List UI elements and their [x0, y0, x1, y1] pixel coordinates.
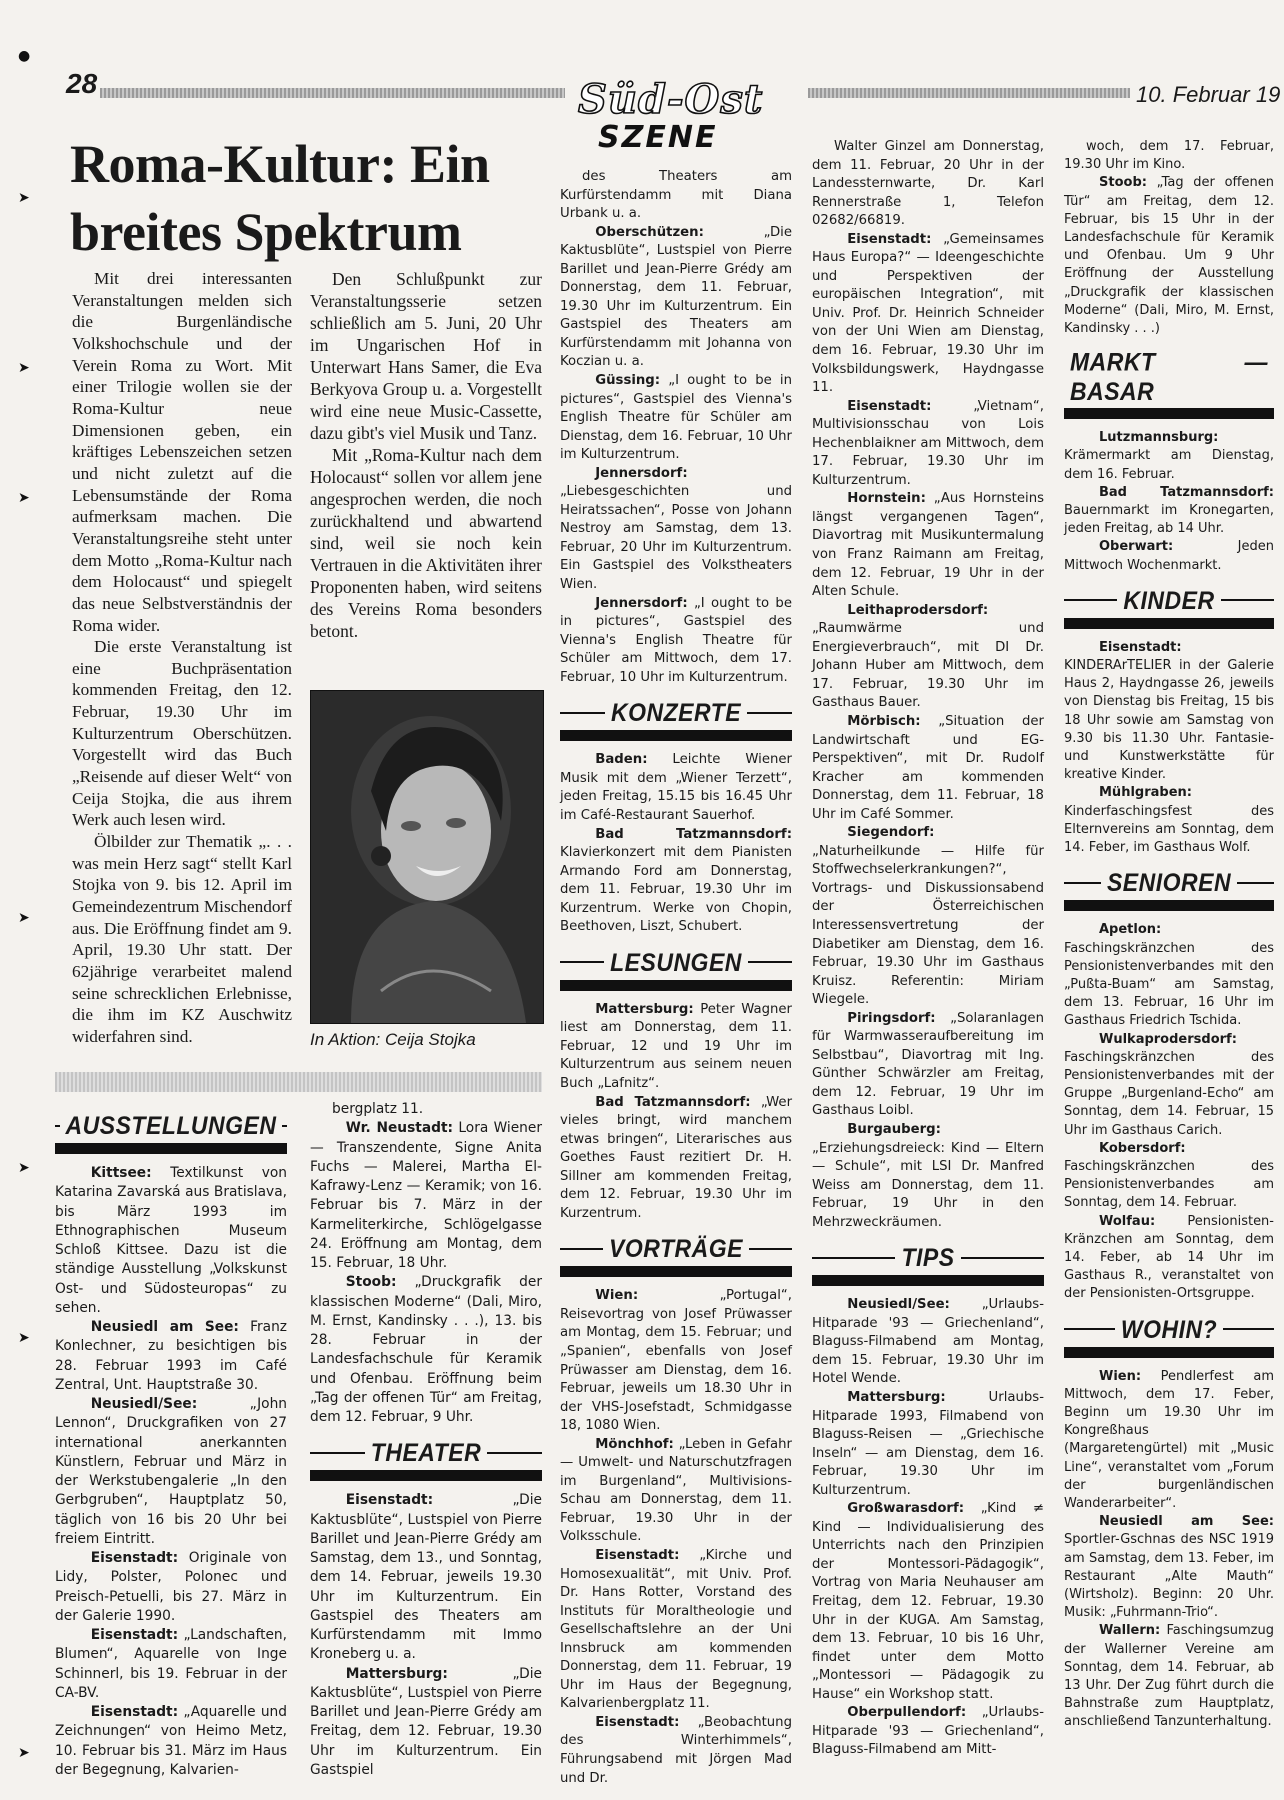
margin-mark: ➤: [18, 190, 30, 206]
heading-underbar: [1064, 900, 1274, 911]
indent: [77, 1550, 91, 1566]
continued-text: Walter Ginzel am Donnerstag, dem 11. Februar, 20 Uhr in der Landessternwarte, Dr. Karl Rennerstraße 1, Telefon 02682/66819.: [812, 139, 1044, 229]
listing-entry: [560, 595, 792, 688]
entry-text: Urlaubs-Hitparade 1993, Filmabend von Blaguss-Reisen — „Griechische Inseln“ — am Dienstag, dem 16. Februar, 19.30 Uhr im Kulturzentrum.: [812, 1390, 1044, 1498]
heading-rule: [747, 712, 792, 714]
entry-place: Bad Tatzmannsdorf:: [595, 1094, 751, 1110]
heading-underbar: [812, 1275, 1044, 1286]
issue-date: 10. Februar 19: [1136, 82, 1281, 107]
entry-text: „Wer vieles bringt, wird manchem etwas bringen“, Literarisches aus Goethes Faust rezitiert Dr. H. Sillner am kommenden Freitag, dem 12. Februar, 19.30 Uhr im Kurzentrum.: [560, 1094, 793, 1221]
listing-column-1: [55, 1100, 287, 1780]
listing-entry: [812, 602, 1044, 713]
heading-rule: [749, 1248, 792, 1250]
listing-entry: [1064, 784, 1274, 857]
entry-place: Neusiedl am See:: [90, 1319, 239, 1335]
entry-place: Eisenstadt:: [1099, 639, 1182, 655]
indent: [834, 1501, 847, 1516]
indent: [1086, 1214, 1099, 1229]
entry-text: „Aus Hornsteins längst vergangenen Tagen“, Diavortrag mit Musikuntermalung von Franz Raimann am Freitag, dem 12. Februar, 19 Uhr in der Alten Schule.: [812, 491, 1044, 600]
listing-entry: [812, 1500, 1044, 1704]
entry-place: Eisenstadt:: [90, 1704, 179, 1720]
indent: [582, 752, 595, 767]
heading-rule: [1064, 599, 1117, 601]
indent: [1086, 922, 1099, 937]
entry-place: Burgauberg:: [847, 1121, 941, 1137]
heading-rule: [1064, 882, 1101, 884]
entry-place: Mattersburg:: [847, 1390, 946, 1405]
entry-place: Oberpullendorf:: [847, 1705, 967, 1721]
margin-mark: ➤: [18, 910, 30, 926]
logo-bottom-text: SZENE: [598, 120, 718, 155]
indent: [582, 1002, 595, 1017]
heading-rule: [1064, 1328, 1115, 1330]
section-heading-wohin: [1064, 1316, 1274, 1343]
entry-place: Güssing:: [595, 373, 661, 389]
entry-text: Bauernmarkt im Kronegarten, jeden Freitag, ab 14 Uhr.: [1064, 503, 1274, 537]
listing-entry: [1064, 639, 1274, 785]
heading-rule: [812, 1257, 895, 1259]
entry-place: Baden:: [595, 752, 648, 768]
entry-text: Pendlerfest am Mittwoch, dem 17. Feber, Beginn um 19.30 Uhr im Kongreßhaus (Margaretengürtel) mit „Music Line“, veranstaltet vom „Forum der burgenländischen Wanderarbeiter“.: [1064, 1368, 1274, 1511]
entry-text: „Kirche und Homosexualität“, mit Univ. Prof. Dr. Hans Rotter, Vorstand des Instituts für Moraltheologie und Gesellschaftslehre an der Uni Innsbruck am kommenden Donnerstag, dem 11. Februar, 19 Uhr im Haus der Begegnung, Kalvarienbergplatz 11.: [560, 1548, 793, 1712]
entry-text: „I ought to be in pictures“, Gastspiel des Vienna's English Theatre für Schüler am Dienstag, dem 16. Februar, 10 Uhr im Kulturzentrum.: [560, 373, 792, 463]
heading-underbar: [55, 1143, 287, 1154]
entry-place: Großwarasdorf:: [847, 1501, 965, 1517]
section-title: KONZERTE: [610, 697, 742, 727]
entry-place: Wien:: [1099, 1368, 1142, 1384]
entry-text: „Aquarelle und Zeichnungen“ von Heimo Metz, 10. Februar bis 31. März im Haus der Begegnung, Kalvarien-: [55, 1704, 287, 1778]
entry-place: Eisenstadt:: [90, 1627, 179, 1643]
heading-rule: [560, 712, 605, 714]
heading-underbar: [1064, 1347, 1274, 1358]
heading-underbar: [1064, 618, 1274, 629]
entry-text: Kinderfaschingsfest des Elternvereins am Sonntag, dem 14. Feber, im Gasthaus Wolf.: [1064, 803, 1274, 856]
entry-text: „Leben in Gefahr — Umwelt- und Naturschutzfragen im Burgenland“, Multivisions-Schau am Donnerstag, dem 11. Februar, 19.30 Uhr in der Volksschule.: [560, 1436, 792, 1545]
listing-entry: [560, 224, 792, 372]
heading-rule: [748, 961, 792, 963]
entry-text: „Portugal“, Reisevortrag von Josef Prüwasser am Montag, dem 15. Februar; und „Spanien“, ebenfalls von Josef Prüwasser am Dienstag, dem 16. Februar, jeweils um 18.30 Uhr in der VHS-Josefstadt, Schmidgasse 18, 1080 Wien.: [560, 1288, 792, 1434]
entry-text: Klavierkonzert mit dem Pianisten Armando Ford am Donnerstag, dem 11. Februar, 19.30 Uhr im Kurzentrum. Werke von Chopin, Beethoven, Liszt, Schubert.: [560, 845, 792, 935]
section-heading-vortraege: [560, 1235, 792, 1262]
entry-text: „Druckgrafik der klassischen Moderne“ (Dali, Miro, M. Ernst, Kandinsky . . .), 13. bis 28. Februar in der Landesfachschule für Keramik und Ofenbau. Eröffnung beim „Tag der offenen Tür“ am Freitag, dem 12. Februar, 9 Uhr.: [310, 1274, 542, 1425]
indent: [77, 1319, 91, 1335]
entry-text: „Solaranlagen für Warmwasseraufbereitung im Selbstbau“, Diavortrag mit Ing. Günther Schwärzler am Freitag, dem 12. Februar, 19 Uhr im Gasthaus Loibl.: [812, 1010, 1044, 1119]
indent: [582, 827, 595, 842]
entry-text: Faschingskränzchen des Pensionistenverbandes am Sonntag, dem 14. Februar.: [1064, 1158, 1274, 1211]
entry-text: KINDERArTELIER in der Galerie Haus 2, Haydngasse 26, jeweils von Dienstag bis Freitag, 15 bis 18 Uhr sowie am Samstag von 9.30 bis 11.30 Uhr. Fantasie- und Kunstwerkstätte für kreative Kinder.: [1064, 658, 1274, 783]
indent: [834, 714, 847, 729]
indent: [332, 1120, 346, 1136]
margin-mark: ●: [18, 48, 31, 64]
portrait-illustration: [311, 691, 543, 1023]
entry-text: „Beobachtung des Winterhimmels“, Führungsabend mit Jörgen Mad und Dr.: [560, 1714, 792, 1786]
heading-rule: [1237, 882, 1274, 884]
indent: [834, 1297, 847, 1312]
listing-entry: [560, 1001, 792, 1094]
entry-place: Leithaprodersdorf:: [847, 602, 989, 618]
heading-rule: [310, 1452, 365, 1454]
entry-place: Apetlon:: [1099, 922, 1162, 938]
section-heading-kinder: [1064, 587, 1274, 614]
heading-underbar: [1064, 408, 1274, 419]
section-heading-senioren: [1064, 869, 1274, 896]
heading-rule: [487, 1452, 542, 1454]
header-rule-left: [100, 88, 565, 98]
indent: [77, 1165, 91, 1181]
entry-text: „Urlaubs-Hitparade '93 — Griechenland“, Blaguss-Filmabend am Montag, dem 15. Februar, 19.30 Uhr im Hotel Wende.: [812, 1297, 1044, 1387]
section-heading-theater: [310, 1439, 542, 1466]
indent: [1086, 175, 1099, 190]
entry-place: Stoob:: [345, 1274, 397, 1291]
indent: [1086, 1369, 1099, 1384]
entry-text: „Landschaften, Blumen“, Aquarelle von Inge Schinnerl, bis 19. Februar in der CA-BV.: [55, 1627, 287, 1701]
section-title: LESUNGEN: [610, 947, 742, 977]
entry-text: „Raumwärme und Energieverbrauch“, mit DI Dr. Johann Huber am Mittwoch, dem 17. Februar, 19.30 Uhr im Gasthaus Bauer.: [812, 621, 1044, 711]
section-title: VORTRÄGE: [609, 1233, 743, 1263]
indent: [582, 1288, 595, 1303]
continued-text: woch, dem 17. Februar, 19.30 Uhr im Kino.: [1064, 139, 1274, 173]
indent: [582, 1715, 595, 1730]
indent: [582, 1437, 595, 1452]
listing-entry: [55, 1164, 287, 1318]
article-column-1: [72, 268, 292, 1048]
listing-entry: [812, 231, 1044, 398]
listing-entry: [560, 1436, 792, 1547]
entry-text: „Vietnam“, Multivisionsschau von Lois Hechenblaikner am Mittwoch, dem 17. Februar, 19.30 Uhr im Kulturzentrum.: [812, 398, 1044, 488]
listing-entry: [1064, 429, 1274, 484]
entry-place: Lutzmannsburg:: [1099, 430, 1219, 446]
entry-text: Lora Wiener — Transzendente, Signe Anita Fuchs — Malerei, Martha El-Kafrawy-Lenz — Keramik; von 16. Februar bis 7. März in der Karmeliterkirche, Schlögelgasse 24. Eröffnung am Montag, dem 15. Februar, 18 Uhr.: [310, 1120, 542, 1271]
indent: [834, 232, 847, 247]
entry-place: Siegendorf:: [847, 825, 935, 841]
heading-rule: [560, 961, 604, 963]
indent: [834, 603, 847, 618]
entry-text: „Naturheilkunde — Hilfe für Stoffwechselerkrankungen?“, Vortrags- und Diskussionsabend der Österreichischen Interessensvertretung der Diabetiker am Dienstag, dem 16. Februar, 19.30 Uhr im Gasthaus Kruisz. Referentin: Miriam Wiegele.: [812, 843, 1044, 1008]
entry-place: Wulkaprodersdorf:: [1099, 1031, 1237, 1047]
entry-place: Wr. Neustadt:: [345, 1120, 454, 1137]
listing-column-2: [310, 1100, 542, 1780]
entry-text: Pensionisten-Kränzchen am Sonntag, dem 14. Feber, ab 14 Uhr im Gasthaus R., veranstaltet von der Pensionisten-Ortsgruppe.: [1064, 1213, 1274, 1302]
indent: [834, 1390, 847, 1405]
listing-entry: [560, 465, 792, 595]
entry-text: Peter Wagner liest am Donnerstag, dem 11. Februar, 12 und 19 Uhr im Kulturzentrum aus seinem neuen Buch „Lafnitz“.: [560, 1001, 792, 1091]
entry-place: Eisenstadt:: [847, 398, 932, 414]
listing-entry: [55, 1318, 287, 1395]
entry-place: Hornstein:: [847, 491, 926, 507]
indent: [1086, 485, 1099, 500]
entry-place: Piringsdorf:: [847, 1010, 936, 1026]
listing-entry: [1064, 538, 1274, 574]
entry-place: Neusiedl/See:: [90, 1396, 198, 1412]
heading-underbar: [310, 1470, 542, 1481]
margin-mark: ➤: [18, 490, 30, 506]
entry-place: Eisenstadt:: [595, 1714, 680, 1730]
article-paragraph: Mit „Roma-Kultur nach dem Holocaust“ sollen vor allem jene angesprochen werden, die noch zurückhaltend und abwartend sind, weil sie noch kein Vertrauen in die Aktivitäten ihrer Proponenten haben, wird seitens des Vereins Roma besonders betont.: [310, 445, 542, 641]
entry-place: Stoob:: [1099, 175, 1147, 191]
heading-underbar: [560, 980, 792, 991]
entry-place: Jennersdorf:: [595, 595, 688, 611]
listing-entry: [310, 1491, 542, 1664]
entry-text: „Gemeinsames Haus Europa?“ — Ideengeschichte und Perspektiven der europäischen Integration“, mit Univ. Prof. Dr. Heinrich Schneider von der Uni Wien am Dienstag, dem 16. Februar, 19.30 Uhr im Volksbildungswerk, Haydngasse 11.: [812, 231, 1044, 396]
section-heading-tips: [812, 1244, 1044, 1271]
entry-text: Sportler-Gschnas des NSC 1919 am Samstag, dem 13. Feber, im Restaurant „Alte Mauth“ (Wirtsholz). Beginn: 20 Uhr. Musik: „Fuhrmann-Trio“.: [1064, 1532, 1274, 1621]
page-number: 28: [66, 68, 98, 99]
section-heading-ausstellungen: [55, 1112, 287, 1139]
entry-place: Mattersburg:: [595, 1001, 694, 1017]
article-paragraph: Den Schlußpunkt zur Veranstaltungsserie setzen schließlich am 5. Juni, 20 Uhr im Ungarischen Hof in Unterwart Hans Samer, die Eva Berkyova Group u. a. Vorgestellt wird eine neue Music-Cassette, dazu gibt's viel Musik und Tanz.: [310, 269, 542, 443]
listing-entry: [1064, 174, 1274, 338]
listing-entry: [560, 826, 792, 937]
entry-place: Neusiedl/See:: [847, 1297, 950, 1313]
entry-place: Jennersdorf:: [595, 465, 688, 481]
indent: [834, 825, 847, 840]
section-title: AUSSTELLUNGEN: [65, 1110, 277, 1140]
heading-rule: [560, 1248, 603, 1250]
section-heading-markt: [1064, 347, 1274, 406]
entry-place: Bad Tatzmannsdorf:: [1099, 484, 1274, 500]
article-photo: [310, 690, 544, 1024]
indent: [834, 1705, 847, 1720]
listing-entry: [310, 1273, 542, 1427]
entry-place: Wallern:: [1099, 1623, 1161, 1639]
entry-place: Neusiedl am See:: [1099, 1514, 1274, 1530]
entry-place: Eisenstadt:: [90, 1550, 179, 1566]
entry-text: „Die Kaktusblüte“, Lustspiel von Pierre Barillet und Jean-Pierre Grédy am Freitag, dem 12. Februar, 19.30 Uhr im Kulturzentrum. Ein Gastspiel: [310, 1665, 542, 1778]
indent: [1086, 1623, 1099, 1638]
section-heading-lesungen: [560, 949, 792, 976]
indent: [834, 491, 847, 506]
indent: [77, 1396, 91, 1412]
entry-text: „Erziehungsdreieck: Kind — Eltern — Schule“, mit LSI Dr. Manfred Weiss am Donnerstag, dem 11. Februar, 19 Uhr in den Mehrzweckräumen.: [812, 1140, 1044, 1230]
logo-top-text: Süd-Ost: [578, 76, 764, 123]
entry-text: Krämermarkt am Dienstag, dem 16. Februar.: [1064, 448, 1274, 482]
listing-entry: [1064, 1140, 1274, 1213]
listing-entry: [812, 1389, 1044, 1500]
indent: [582, 466, 595, 481]
listing-entry: [812, 1704, 1044, 1760]
indent: [77, 1627, 91, 1643]
article-paragraph: Mit drei interessanten Veranstaltungen melden sich die Burgenländische Volkshochschule und der Verein Roma zu Wort. Mit einer Trilogie wollen sie der Roma-Kultur neue Dimensionen geben, ein kräftiges Lebenszeichen setzen und nicht zuletzt auf die Lebensumstände der Roma aufmerksam machen. Die Veranstaltungsreihe steht unter dem Motto „Roma-Kultur nach dem Holocaust“ und spiegelt das neue Selbstverständnis der Roma wider.: [72, 269, 292, 635]
entry-text: Faschingskränzchen des Pensionistenverbandes mit der Gruppe „Burgenland-Echo“ am Sonntag, dem 14. Februar, 15 Uhr im Gasthaus Carich.: [1064, 1049, 1274, 1138]
entry-text: „Kind ≠ Kind — Individualisierung des Unterrichts nach den Prinzipien der Montessori-Pädagogik“, Vortrag von Maria Neuhauser am Freitag, dem 12. Februar, 19.30 Uhr in der KUGA. Am Samstag, dem 13. Februar, 10 bis 16 Uhr, findet unter dem Motto „Montessori — Pädagogik zu Hause“ ein Workshop statt.: [812, 1501, 1045, 1702]
heading-rule: [282, 1125, 287, 1127]
listing-entry: [560, 1287, 792, 1435]
indent: [582, 373, 595, 388]
listing-entry: [1064, 1622, 1274, 1731]
entry-text: Leichte Wiener Musik mit dem „Wiener Terzett“, jeden Freitag, 15.15 bis 16.45 Uhr im Café-Restaurant Sauerhof.: [560, 752, 792, 823]
entry-place: Eisenstadt:: [847, 231, 932, 247]
entry-place: Mörbisch:: [847, 713, 921, 729]
listing-entry: [310, 1119, 542, 1273]
entry-place: Mattersburg:: [345, 1665, 448, 1682]
section-title: THEATER: [370, 1437, 482, 1467]
entry-text: „Liebesgeschichten und Heiratssachen“, Posse von Johann Nestroy am Samstag, dem 13. Februar, 20 Uhr im Kulturzentrum. Ein Gastspiel des Volkstheaters Wien.: [560, 484, 792, 593]
section-title: WOHIN?: [1120, 1314, 1218, 1343]
indent: [582, 596, 595, 611]
heading-rule: [1221, 599, 1274, 601]
indent: [834, 399, 847, 414]
listing-entry: [1064, 484, 1274, 539]
section-title: KINDER: [1123, 585, 1215, 615]
entry-text: „Die Kaktusblüte“, Lustspiel von Pierre Barillet und Jean-Pierre Grédy am Donnerstag, dem 11. Februar, 19.30 Uhr im Kulturzentrum. Ein Gastspiel des Theaters am Kurfürstendamm mit Johanna von Koczian u. a.: [560, 224, 792, 370]
heading-underbar: [560, 1266, 792, 1277]
entry-text: „Tag der offenen Tür“ am Freitag, dem 12. Februar, bis 15 Uhr in der Landesfachschule für Keramik und Ofenbau. Um 9 Uhr Eröffnung der Ausstellung „Druckgrafik der klassischen Moderne“ (Dali, Miro, M. Ernst, Kandinsky . . .): [1064, 175, 1274, 337]
listing-entry: [560, 1714, 792, 1788]
heading-rule: [55, 1125, 60, 1127]
listing-entry: [1064, 1368, 1274, 1514]
margin-mark: ➤: [18, 1330, 30, 1346]
header-rule-right: [808, 88, 1130, 98]
section-title: SENIOREN: [1106, 867, 1232, 897]
indent: [582, 1095, 595, 1110]
photo-caption: In Aktion: Ceija Stojka: [310, 1030, 476, 1049]
entry-place: Wolfau:: [1099, 1213, 1156, 1229]
sued-ost-szene-logo: [568, 76, 808, 156]
listing-column-3: [560, 168, 792, 1788]
article-paragraph: Ölbilder zur Thematik „. . . was mein Herz sagt“ stellt Karl Stojka von 9. bis 12. April im Gemeindezentrum Mischendorf aus. Die Eröffnung findet am 9. April, 19.30 Uhr statt. Der 62jährige verarbeitet malend seine schrecklichen Erlebnisse, die ihm im KZ Auschwitz widerfahren sind.: [72, 832, 292, 1046]
listing-entry: [812, 1121, 1044, 1232]
heading-rule: [961, 1257, 1044, 1259]
listing-column-4: [812, 138, 1044, 1760]
listing-entry: [560, 1094, 792, 1224]
article-column-2: [310, 268, 542, 642]
listing-entry: [310, 1665, 542, 1781]
article-paragraph: Die erste Veranstaltung ist eine Buchpräsentation kommenden Freitag, den 12. Februar, 19.30 Uhr im Kulturzentrum Oberschützen. Vorgestellt wird das Buch „Reisende auf dieser Welt“ von Ceija Stojka, die aus ihrem Werk auch lesen wird.: [72, 637, 292, 830]
listing-entry: [55, 1395, 287, 1549]
entry-text: „Situation der Landwirtschaft und EG-Perspektiven“, mit Dr. Rudolf Kracher am kommenden Donnerstag, dem 11. Februar, 18 Uhr im Café Sommer.: [812, 713, 1044, 822]
separator-band: [55, 1072, 542, 1092]
listing-entry: [1064, 1513, 1274, 1622]
entry-place: Wien:: [595, 1288, 639, 1304]
indent: [1086, 1514, 1099, 1529]
section-title: MARKT — BASAR: [1070, 347, 1268, 406]
listing-entry: [1064, 921, 1274, 1030]
indent: [332, 1274, 346, 1290]
continued-text: bergplatz 11.: [332, 1101, 424, 1117]
indent: [1086, 1141, 1099, 1156]
listing-column-5: [1064, 138, 1274, 1732]
listing-entry: [812, 713, 1044, 824]
entry-place: Bad Tatzmannsdorf:: [595, 826, 792, 842]
listing-entry: [812, 824, 1044, 1009]
entry-place: Eisenstadt:: [595, 1548, 680, 1563]
indent: [834, 1122, 847, 1137]
margin-mark: ➤: [18, 360, 30, 376]
indent: [77, 1704, 91, 1720]
indent: [332, 1492, 346, 1508]
indent: [582, 225, 595, 240]
indent: [1086, 430, 1099, 445]
listing-entry: [560, 372, 792, 465]
listing-entry: [55, 1626, 287, 1703]
indent: [582, 1548, 595, 1563]
entry-place: Eisenstadt:: [345, 1492, 434, 1509]
heading-underbar: [560, 730, 792, 741]
entry-text: Franz Konlechner, zu besichtigen bis 28. Februar 1993 im Café Zentral, Unt. Hauptstraße 30.: [55, 1319, 288, 1393]
indent: [332, 1666, 346, 1682]
listing-entry: [812, 1296, 1044, 1389]
entry-text: „Urlaubs-Hitparade '93 — Griechenland“, Blaguss-Filmabend am Mitt-: [812, 1705, 1044, 1758]
entry-text: Textilkunst von Katarina Zavarská aus Bratislava, bis März 1993 im Ethnographischen Museum Schloß Kittsee. Dazu ist die ständige Ausstellung „Volkskunst Ost- und Südosteuropas“ zu sehen.: [55, 1165, 287, 1316]
entry-text: „Die Kaktusblüte“, Lustspiel von Pierre Barillet und Jean-Pierre Grédy am Samstag, dem 13., und Sonntag, dem 14. Februar, jeweils 19.30 Uhr im Kulturzentrum. Ein Gastspiel des Theaters am Kurfürstendamm mit Immo Kroneberg u. a.: [310, 1492, 542, 1663]
margin-mark: ➤: [18, 1745, 30, 1761]
indent: [1086, 785, 1099, 800]
entry-text: Faschingsumzug der Wallerner Vereine am Sonntag, dem 14. Februar, ab 13 Uhr. Der Zug führt durch die Bahnstraße zum Hauptplatz, anschließend Tanzunterhaltung.: [1064, 1623, 1274, 1730]
entry-place: Kobersdorf:: [1099, 1140, 1186, 1156]
listing-entry: [812, 398, 1044, 491]
entry-text: Faschingskränzchen des Pensionistenverbandes mit den „Pußta-Buam“ am Samstag, dem 13. Februar, 16 Uhr im Gasthaus Friedrich Tschida.: [1064, 940, 1274, 1029]
listing-entry: [812, 490, 1044, 601]
indent: [1086, 539, 1099, 554]
indent: [1086, 640, 1099, 655]
listing-entry: [1064, 1213, 1274, 1304]
article-headline: Roma-Kultur: Ein breites Spektrum: [70, 134, 490, 262]
listing-entry: [1064, 1031, 1274, 1140]
listing-entry: [55, 1703, 287, 1780]
entry-place: Kittsee:: [90, 1165, 152, 1181]
listing-entry: [560, 1547, 792, 1714]
entry-place: Mönchhof:: [595, 1436, 674, 1452]
entry-text: Originale von Lidy, Polster, Polonec und Preisch-Petuelli, bis 27. März in der Galerie 1990.: [55, 1550, 288, 1624]
entry-text: Jeden Mittwoch Wochenmarkt.: [1064, 539, 1274, 573]
entry-place: Oberwart:: [1099, 539, 1174, 555]
entry-text: „John Lennon“, Druckgrafiken von 27 international anerkannten Künstlern, Februar und März in der Werkstubengalerie „In den Gerbgruben“, Hauptplatz 50, täglich von 16 bis 20 Uhr bei freiem Eintritt.: [55, 1396, 287, 1547]
margin-mark: ➤: [18, 1160, 30, 1176]
listing-entry: [560, 751, 792, 825]
heading-rule: [1223, 1328, 1274, 1330]
entry-place: Mühlgraben:: [1099, 785, 1192, 801]
indent: [834, 1011, 847, 1026]
section-heading-konzerte: [560, 699, 792, 726]
continued-text: des Theaters am Kurfürstendamm mit Diana Urbank u. a.: [560, 169, 792, 222]
indent: [1086, 1032, 1099, 1047]
section-title: TIPS: [901, 1242, 955, 1272]
listing-entry: [812, 1010, 1044, 1121]
entry-text: „I ought to be in pictures“, Gastspiel des Vienna's English Theatre für Schüler am Mittwoch, dem 17. Februar, 10 Uhr im Kulturzentrum.: [560, 595, 792, 685]
listing-entry: [55, 1549, 287, 1626]
entry-place: Oberschützen:: [595, 224, 704, 240]
